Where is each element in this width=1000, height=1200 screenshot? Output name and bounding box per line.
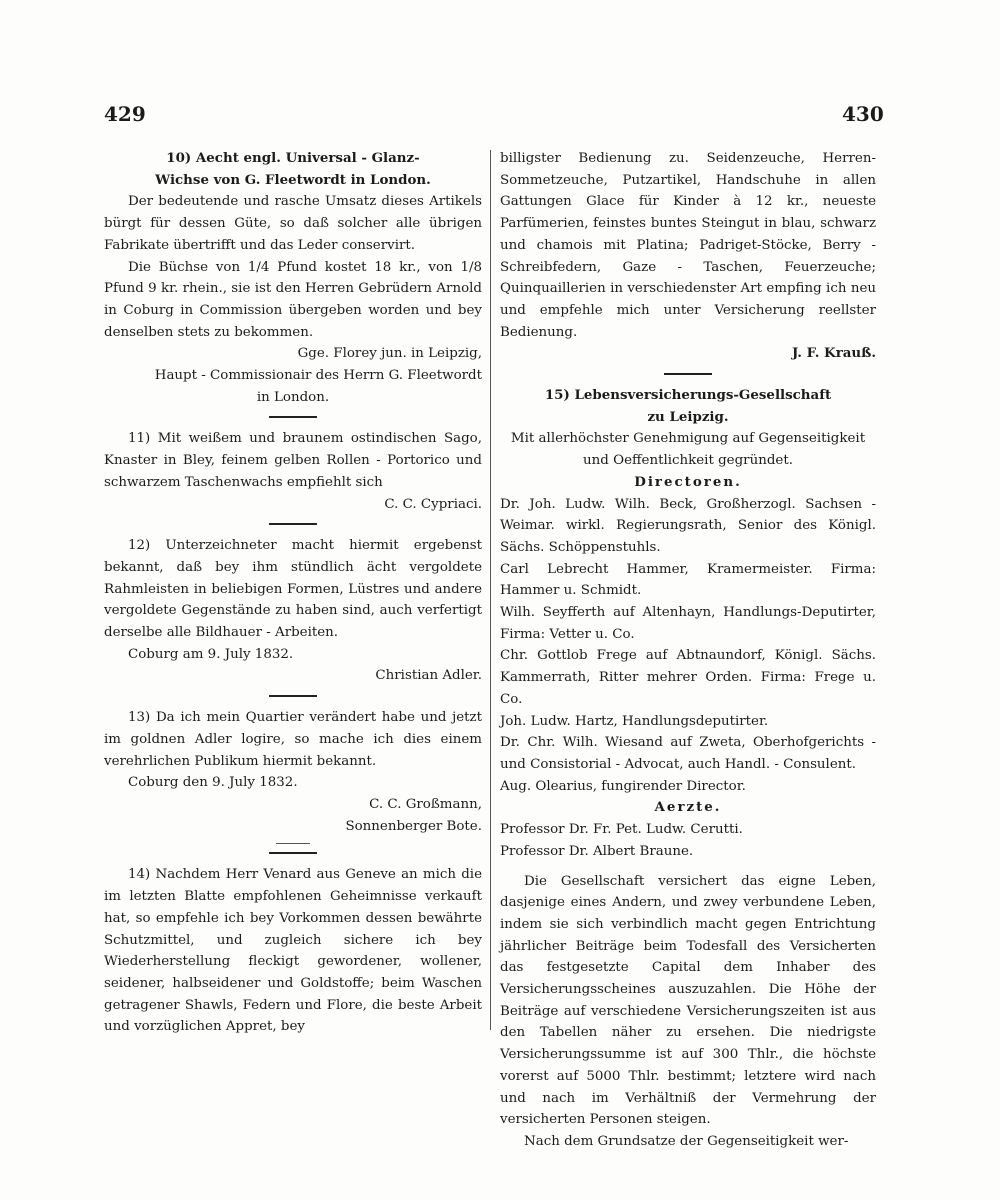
column-divider xyxy=(490,150,491,1030)
ad-13-body: 13) Da ich mein Quartier verändert habe und jetzt im goldnen Adler logire, so mache ich dies einem verehrlichen Publikum hiermit bekannt. xyxy=(104,710,482,769)
director-entry: Carl Lebrecht Hammer, Kramermeister. Firma: Hammer u. Schmidt. xyxy=(500,561,876,599)
ad-14-body: 14) Nachdem Herr Venard aus Geneve an mich die im letzten Blatte empfohlenen Geheimnisse verkauft hat, so empfehle ich bey Vorkommen dessen bewährte Schutzmittel, und zugleich sichere ich bey Wiederherstellung fleckigt gewordener, wollener, seidener, halbseidener und Goldstoffe; beim Waschen getragener Shawls, Federn und Flore, die beste Arbeit und vorzüglichen Appret, bey xyxy=(104,867,482,1035)
ad-10-signature-3: in London. xyxy=(256,389,330,405)
right-column xyxy=(500,148,876,1153)
separator-rule-small xyxy=(276,843,310,844)
ad-13-signature-1: C. C. Großmann, xyxy=(369,796,482,812)
ad-15-body-last: Nach dem Grundsatze der Gegenseitigkeit wer- xyxy=(524,1133,849,1149)
doctors-list xyxy=(500,819,876,862)
director-entry: Wilh. Seyfferth auf Altenhayn, Handlungs-Deputirter, Firma: Vetter u. Co. xyxy=(500,605,876,642)
director-entry: Joh. Ludw. Hartz, Handlungsdeputirter. xyxy=(500,713,769,729)
ad-12-place-date: Coburg am 9. July 1832. xyxy=(128,646,294,662)
ad-12 xyxy=(104,535,482,687)
directors-list xyxy=(500,494,876,798)
directors-heading: Directoren. xyxy=(634,473,742,490)
ad-10-signature-2: Haupt - Commissionair des Herrn G. Fleetwordt xyxy=(154,368,482,384)
ad-15-subtitle: Mit allerhöchster Genehmigung auf Gegenseitigkeit und Oeffentlichkeit gegründet. xyxy=(510,431,866,469)
ad-10 xyxy=(104,148,482,408)
separator-rule xyxy=(269,523,317,525)
separator-rule xyxy=(664,373,712,375)
director-entry: Dr. Joh. Ludw. Wilh. Beck, Großherzogl. Sachsen - Weimar. wirkl. Regierungsrath, Senior des Königl. Sächs. Schöppenstuhls. xyxy=(500,496,876,555)
ad-13-place-date: Coburg den 9. July 1832. xyxy=(128,775,298,791)
ad-10-signature-1: Gge. Florey jun. in Leipzig, xyxy=(297,346,482,362)
ad-11-body: 11) Mit weißem und braunem ostindischen Sago, Knaster in Bley, feinem gelben Rollen - Portorico und schwarzem Taschenwachs empfiehlt sich xyxy=(104,431,482,490)
ad-10-body: Der bedeutende und rasche Umsatz dieses Artikels bürgt für dessen Güte, so daß solcher alle übrigen Fabrikate übertrifft und das Leder conservirt. xyxy=(104,194,482,253)
ad-10-heading-line1: 10) Aecht engl. Universal - Glanz- xyxy=(166,150,420,166)
doctor-entry: Professor Dr. Albert Braune. xyxy=(500,843,694,859)
ad-15-heading-line1: 15) Lebensversicherungs-Gesellschaft xyxy=(544,387,832,404)
ad-15-body: Die Gesellschaft versichert das eigne Leben, dasjenige eines Andern, und zwey verbundene Leben, indem sie sich verbindlich macht gegen Entrichtung jährlicher Beiträge beim Todesfall des Versicherten das festgesetzte Capital dem Inhaber des Versicherungsscheines auszuzahlen. Die Höhe der Beiträge auf verschiedene Versicherungszeiten ist aus den Tabellen näher zu ersehen. Die niedrigste Versicherungssumme ist auf 300 Thlr., die höchste vorerst auf 5000 Thlr. bestimmt; letztere wird nach und nach im Verhältniß der Vermehrung der versicherten Personen steigen. xyxy=(500,873,876,1128)
ad-11 xyxy=(104,428,482,515)
continuation-signature: J. F. Krauß. xyxy=(791,345,876,362)
ad-continuation xyxy=(500,148,876,365)
director-entry: Dr. Chr. Wilh. Wiesand auf Zweta, Oberhofgerichts - und Consistorial - Advocat, auch Handl. - Consulent. xyxy=(500,735,876,772)
ad-10-price: Die Büchse von 1/4 Pfund kostet 18 kr., von 1/8 Pfund 9 kr. rhein., sie ist den Herren Gebrüdern Arnold in Coburg in Commission übergeben worden und bey denselben stets zu bekommen. xyxy=(104,259,482,340)
separator-rule xyxy=(269,416,317,418)
doctor-entry: Professor Dr. Fr. Pet. Ludw. Cerutti. xyxy=(500,822,743,838)
ad-15-heading-line2: zu Leipzig. xyxy=(647,408,729,425)
page-number-left: 429 xyxy=(104,102,146,126)
ad-12-body: 12) Unterzeichneter macht hiermit ergebenst bekannt, daß bey ihm stündlich ächt vergoldete Rahmleisten in beliebigen Formen, Lüstres und andere vergoldete Gegenstände zu haben sind, auch verfertigt derselbe alle Bildhauer - Arbeiten. xyxy=(104,538,482,641)
doctors-heading: Aerzte. xyxy=(654,799,722,816)
director-entry: Chr. Gottlob Frege auf Abtnaundorf, Königl. Sächs. Kammerrath, Ritter mehrer Orden. Firma: Frege u. Co. xyxy=(500,648,876,707)
continuation-body: billigster Bedienung zu. Seidenzeuche, Herren-Sommetzeuche, Putzartikel, Handschuhe in allen Gattungen Glace für Kinder à 12 kr., neueste Parfümerien, feinstes buntes Steingut in blau, schwarz und chamois mit Platina; Padriget-Stöcke, Berry - Schreibfedern, Gaze - Taschen, Feuerzeuche; Quinquaillerien in verschiedenster Art empfing ich neu und empfehle mich unter Versicherung reellster Bedienung. xyxy=(500,151,876,340)
ad-12-signature: Christian Adler. xyxy=(375,668,482,684)
director-entry: Aug. Olearius, fungirender Director. xyxy=(500,778,746,794)
separator-rule xyxy=(269,695,317,697)
ad-13 xyxy=(104,707,482,837)
ad-10-heading-line2: Wichse von G. Fleetwordt in London. xyxy=(155,171,431,188)
left-column xyxy=(104,148,482,1038)
page-number-right: 430 xyxy=(842,102,884,126)
ad-14 xyxy=(104,864,482,1038)
separator-rule xyxy=(269,852,317,854)
ad-15 xyxy=(500,385,876,1153)
ad-11-signature: C. C. Cypriaci. xyxy=(384,496,482,512)
ad-13-signature-2: Sonnenberger Bote. xyxy=(345,818,482,834)
